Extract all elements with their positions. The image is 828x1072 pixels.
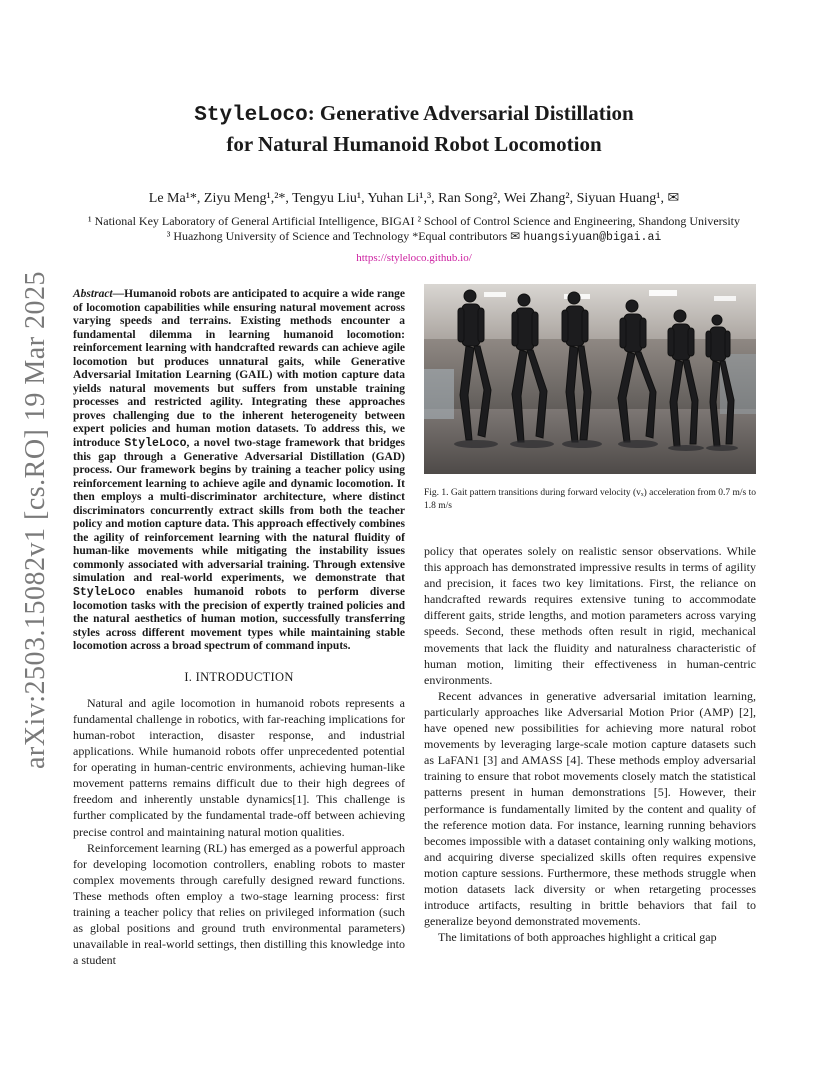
intro-paragraph-1: Natural and agile locomotion in humanoid robots represents a fundamental challenge in robotics, with far-reaching implications for human-robot interaction, disaster response, and industrial applications. While humanoid robots offer unprecedented potential for operating in human-centric environments, achieving human-like movement patterns remains difficult due to their high degrees of freedom and inherently unstable dynamics[1]. This challenge is further complicated by the fundamental trade-off between achieving precise control and maintaining natural motion qualities.: [73, 695, 405, 839]
abstract-label: Abstract: [73, 288, 113, 300]
intro-paragraph-2: Reinforcement learning (RL) has emerged as a powerful approach for developing locomotion controllers, enabling robots to master complex movements through carefully designed reward functions. These methods often employ a two-stage learning process: first training a teacher policy that relies on privileged information (such as global positions and ground truth environmental parameters) unavailable in real-world settings, then distilling this knowledge into a student: [73, 840, 405, 968]
abstract: [73, 288, 405, 654]
title-line-1-rest: : Generative Adversarial Distillation: [307, 101, 634, 125]
right-paragraph-3: The limitations of both approaches highlight a critical gap: [438, 930, 717, 945]
title-method-name: StyleLoco: [194, 104, 308, 127]
abstract-dash: —: [112, 288, 125, 300]
abstract-part-2: , a novel two-stage framework that bridges this gap through a Generative Adversarial Distillation (GAD) process. Our framework begins by training a teacher policy using reinforcement learning to achieve agile and dynamic locomotion. It then employs a multi-discriminator architecture, where distinct discriminators concurrently extract skills from both the teacher policy and motion capture data. This approach effectively combines the agility of reinforcement learning with the natural fluidity of human-like movements while mitigating the instability issues commonly associated with adversarial training. Through extensive simulation and real-world experiments, we demonstrate that: [73, 437, 405, 585]
abstract-method-name-2: StyleLoco: [73, 586, 136, 600]
corresponding-email[interactable]: huangsiyuan@bigai.ai: [523, 231, 662, 244]
section-heading-introduction: I. INTRODUCTION: [184, 669, 294, 684]
project-link[interactable]: https://styleloco.github.io/: [356, 252, 472, 264]
abstract-part-1: Humanoid robots are anticipated to acquire a wide range of locomotion capabilities while ensuring natural movement across varying speeds and terrains. Existing methods encounter a fundamental dilemma in learning humanoid locomotion: reinforcement learning with handcrafted rewards can achieve agile locomotion but produces unnatural gaits, while Generative Adversarial Imitation Learning (GAIL) with motion capture data yields natural movements but suffers from unstable training processes and restricted agility. Integrating these approaches proves challenging due to the inherent heterogeneity between expert policies and human motion datasets. To address this, we introduce: [73, 288, 405, 450]
author-list: Le Ma¹*, Ziyu Meng¹,²*, Tengyu Liu¹, Yuhan Li¹,³, Ran Song², Wei Zhang², Siyuan Huang¹, ✉: [148, 191, 680, 206]
robot-photo-illustration: [424, 284, 756, 474]
right-column-text: [424, 543, 756, 945]
figure-robot-gait-photo: [424, 284, 756, 474]
title-line-2: for Natural Humanoid Robot Locomotion: [226, 132, 602, 156]
affiliation-institution: ³ Huazhong University of Science and Technology *Equal contributors ✉: [166, 229, 524, 243]
abstract-part-3: enables humanoid robots to perform diverse locomotion tasks with the precision of expertly trained policies and the natural aesthetics of human motion, successfully transferring styles across different movement types while maintaining stable locomotion across a broad spectrum of command inputs.: [73, 586, 405, 653]
paper-title: [0, 99, 828, 158]
left-column: [73, 288, 405, 968]
arxiv-stamp: [14, 270, 58, 770]
figure-caption: Fig. 1. Gait pattern transitions during forward velocity (vₓ) acceleration from 0.7 m/s to 1.8 m/s: [424, 488, 757, 511]
right-paragraph-1: policy that operates solely on realistic sensor observations. While this approach has demonstrated impressive results in terms of agility and precision, it faces two key limitations. First, the reliance on handcrafted rewards requires extensive tuning to accommodate different gaits, stride lengths, and motion parameters across varying speeds. Second, these methods often result in rigid, mechanical movements that lack the fluidity and naturalness characteristic of human motion, limiting their effectiveness in human-centric environments.: [424, 544, 756, 687]
affiliation-line-1: ¹ National Key Laboratory of General Artificial Intelligence, BIGAI ² School of Control Science and Engineering, Shandong University: [87, 214, 740, 228]
title-line-1: [0, 99, 828, 130]
arxiv-stamp-text: arXiv:2503.15082v1 [cs.RO] 19 Mar 2025: [20, 270, 51, 770]
affiliation-line-2: [0, 229, 828, 244]
abstract-method-name-1: StyleLoco: [124, 437, 187, 451]
right-paragraph-2: Recent advances in generative adversarial imitation learning, particularly approaches like Adversarial Motion Prior (AMP) [2], have opened new possibilities for achieving more natural robot movements by leveraging large-scale motion capture datasets such as LaFAN1 [3] and AMASS [4]. These methods employ adversarial training to ensure that robot movements closely match the statistical patterns present in human demonstrations [5]. However, their performance is fundamentally limited by the content and quality of the reference motion data. For instance, learning running behaviors becomes impossible with a dataset containing only walking motions, and acquiring diverse specialized skills often requires expensive motion capture sessions. Furthermore, these methods struggle when motion datasets lack diversity or when retargeting processes introduce artifacts, resulting in brittle behaviors that fail to generalize beyond demonstrated movements.: [424, 688, 756, 929]
